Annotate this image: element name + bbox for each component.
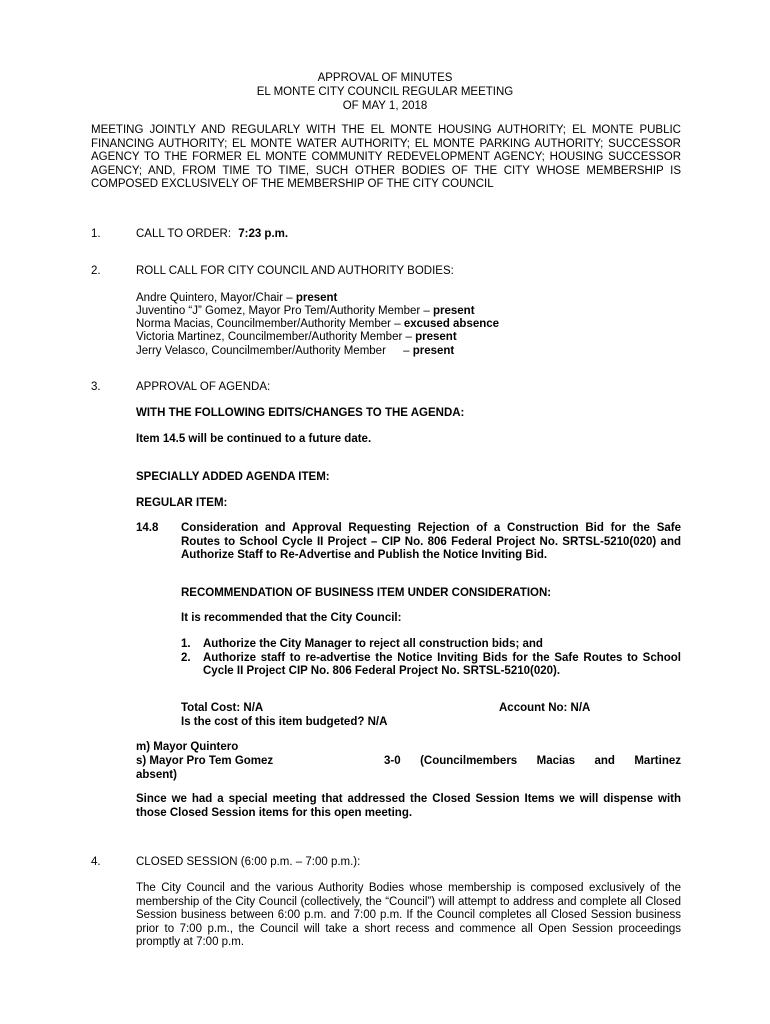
- section-number: 4.: [91, 856, 101, 868]
- agenda-heading: APPROVAL OF AGENDA:: [136, 381, 271, 393]
- roll-call-member: Norma Macias, Councilmember/Authority Member – excused absence: [136, 318, 500, 331]
- roll-call-list: [136, 292, 681, 358]
- vote-result-continued: absent): [136, 768, 177, 781]
- preamble: MEETING JOINTLY AND REGULARLY WITH THE EL MONTE HOUSING AUTHORITY; EL MONTE PUBLIC FINANCING AUTHORITY; EL MONTE WATER AUTHORITY; EL MONTE PARKING AUTHORITY; SUCCESSOR AGENCY TO THE FORMER EL MONTE COMMUNITY REDEVELOPMENT AGENCY; HOUSING SUCCESSOR AGENCY; AND, FROM TIME TO TIME, SUCH OTHER BODIES OF THE CITY WHOSE MEMBERSHIP IS COMPOSED EXCLUSIVELY OF THE MEMBERSHIP OF THE CITY COUNCIL: [91, 124, 681, 190]
- header-date: OF MAY 1, 2018: [342, 100, 428, 112]
- call-to-order-label: CALL TO ORDER:: [136, 228, 232, 240]
- roll-call-member: Andre Quintero, Mayor/Chair – present: [136, 291, 338, 304]
- edits-heading: WITH THE FOLLOWING EDITS/CHANGES TO THE AGENDA:: [136, 407, 465, 419]
- account-number: Account No: N/A: [499, 702, 591, 714]
- header-meeting: EL MONTE CITY COUNCIL REGULAR MEETING: [256, 86, 514, 98]
- budgeted-question: Is the cost of this item budgeted? N/A: [181, 716, 388, 728]
- closed-session-note: Since we had a special meeting that addressed the Closed Session Items we will dispense with those Closed Session items for this open meeting.: [136, 793, 681, 819]
- seconded-by: s) Mayor Pro Tem Gomez: [136, 754, 274, 767]
- recommendation-item: 1. Authorize the City Manager to reject all construction bids; and: [181, 638, 543, 650]
- roll-call-title: ROLL CALL FOR CITY COUNCIL AND AUTHORITY BODIES:: [136, 265, 454, 277]
- vote-result: 3-0 (Councilmembers Macias and Martinez: [384, 754, 681, 767]
- header-title: APPROVAL OF MINUTES: [317, 72, 453, 84]
- special-heading: SPECIALLY ADDED AGENDA ITEM:: [136, 471, 330, 483]
- closed-session-text: The City Council and the various Authority Bodies whose membership is composed exclusively of the membership of the City Council (collectively, the “Council”) will attempt to address and complete all Closed Session business between 6:00 p.m. and 7:00 p.m. If the Council completes all Closed Session business prior to 7:00 p.m., the Council will take a short recess and commence all Open Session proceedings promptly at 7:00 p.m.: [136, 882, 681, 948]
- document-header: [0, 71, 770, 113]
- motion-by: m) Mayor Quintero: [136, 741, 239, 753]
- total-cost: Total Cost: N/A: [181, 702, 264, 714]
- recommendation-intro: It is recommended that the City Council:: [181, 612, 402, 624]
- item-description: Consideration and Approval Requesting Rejection of a Construction Bid for the Safe Routes to School Cycle II Project – CIP No. 806 Federal Project No. SRTSL-5210(020) and Authorize Staff to Re-Advertise and Publish the Notice Inviting Bid.: [181, 522, 681, 561]
- roll-call-member: Juventino “J” Gomez, Mayor Pro Tem/Authority Member – present: [136, 304, 475, 317]
- recommendation-heading: RECOMMENDATION OF BUSINESS ITEM UNDER CONSIDERATION:: [181, 587, 552, 599]
- item-number: 14.8: [136, 522, 159, 534]
- section-number: 3.: [91, 381, 101, 393]
- regular-heading: REGULAR ITEM:: [136, 497, 228, 509]
- section-number: 2.: [91, 265, 101, 277]
- call-to-order-time: 7:23 p.m.: [238, 228, 289, 240]
- section-number: 1.: [91, 228, 101, 240]
- roll-call-member: Victoria Martinez, Councilmember/Authority Member – present: [136, 331, 457, 344]
- closed-session-heading: CLOSED SESSION (6:00 p.m. – 7:00 p.m.):: [136, 856, 361, 868]
- roll-call-member: Jerry Velasco, Councilmember/Authority Member – present: [136, 344, 455, 357]
- continued-item-note: Item 14.5 will be continued to a future date.: [136, 433, 372, 445]
- recommendation-item: 2. Authorize staff to re-advertise the Notice Inviting Bids for the Safe Routes to School Cycle II Project CIP No. 806 Federal Project No. SRTSL-5210(020).: [181, 651, 681, 677]
